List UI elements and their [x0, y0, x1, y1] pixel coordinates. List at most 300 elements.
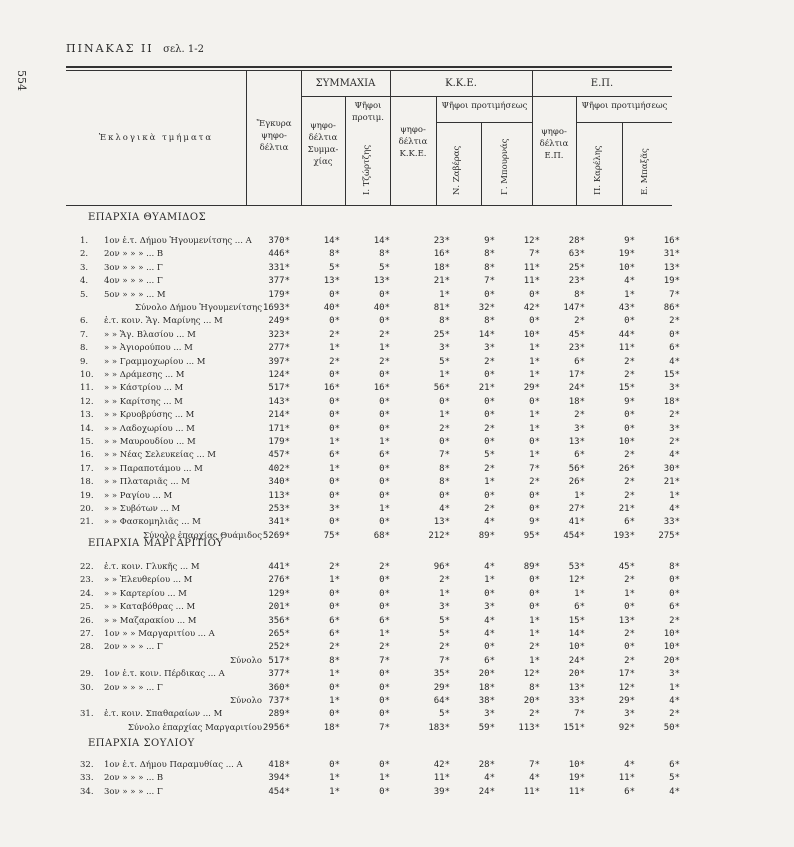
cell-value: 6* [379, 450, 390, 461]
cell-value: 9* [624, 236, 635, 246]
cell-value: 0* [329, 760, 340, 770]
cell-value: 2* [669, 437, 680, 447]
cell-value: 0* [379, 370, 390, 380]
cell-value: 0* [379, 316, 390, 327]
table-row [0, 589, 794, 603]
row-label: Σύνολο ἐπαρχίας Μαργαριτίου [127, 722, 262, 733]
cell-value: 10* [568, 642, 585, 653]
cell-value: 129* [268, 588, 290, 599]
cell-value: 40* [323, 303, 340, 313]
table-row [0, 357, 794, 371]
cell-value: 2* [574, 410, 585, 421]
cell-value: 31* [663, 249, 680, 260]
row-number: 20. [80, 504, 94, 514]
cell-value: 0* [484, 588, 495, 599]
cell-value: 1* [574, 490, 585, 501]
row-label: ἐ.τ. κοιν. Ἅγ. Μαρίνης ... Μ [104, 316, 223, 327]
cell-value: 0* [624, 602, 635, 613]
cell-value: 171* [268, 423, 290, 434]
cell-value: 2* [329, 642, 340, 653]
cell-value: 0* [484, 490, 495, 501]
cell-value: 454* [268, 786, 290, 797]
cell-value: 1* [574, 588, 585, 599]
cell-value: 28* [568, 236, 585, 246]
section-heading: ΕΠΑΡΧΙΑ ΜΑΡΓΑΡΙΤΙΟΥ [88, 538, 224, 549]
cell-value: 11* [523, 276, 540, 287]
cell-value: 12* [618, 682, 635, 693]
total-row [0, 696, 794, 710]
cell-value: 1693* [262, 303, 290, 313]
row-label: » » Καρτερίου ... Μ [104, 588, 187, 599]
cell-value: 0* [529, 588, 540, 599]
row-label: » » Καρίτσης ... Μ [104, 396, 183, 407]
cell-value: 0* [529, 396, 540, 407]
cell-value: 26* [618, 463, 635, 474]
cell-value: 1* [529, 370, 540, 380]
cell-value: 89* [478, 530, 495, 541]
cell-value: 3* [624, 709, 635, 720]
cell-value: 0* [379, 602, 390, 613]
cell-value: 0* [529, 504, 540, 514]
row-label: 1ον » » Μαργαριτίου ... Α [104, 629, 215, 639]
row-number: 28. [80, 642, 94, 653]
row-number: 2. [80, 249, 89, 260]
cell-value: 7* [529, 463, 540, 474]
table-row [0, 477, 794, 491]
cell-value: 25* [568, 262, 585, 273]
row-label: 3ον » » » ... Γ [104, 786, 163, 797]
cell-value: 7* [379, 722, 390, 733]
cell-value: 4* [484, 517, 495, 528]
table-row [0, 316, 794, 330]
cell-value: 1* [329, 786, 340, 797]
cell-value: 5269* [262, 530, 290, 541]
cell-value: 50* [663, 722, 680, 733]
row-number: 32. [80, 760, 94, 770]
cell-value: 394* [268, 773, 290, 784]
cell-value: 0* [529, 316, 540, 327]
cell-value: 10* [618, 262, 635, 273]
cell-value: 21* [433, 276, 450, 287]
cell-value: 0* [484, 289, 495, 300]
cell-value: 4* [624, 276, 635, 287]
cell-value: 44* [618, 329, 635, 340]
cell-value: 30* [663, 463, 680, 474]
cell-value: 4* [484, 629, 495, 639]
cell-value: 0* [529, 575, 540, 586]
table-title: ΠΙΝΑΚΑΣ II [66, 42, 154, 55]
cell-value: 13* [618, 615, 635, 626]
cell-value: 10* [568, 760, 585, 770]
cell-value: 1* [379, 629, 390, 639]
cell-value: 13* [568, 682, 585, 693]
row-number: 26. [80, 615, 94, 626]
cell-value: 0* [484, 396, 495, 407]
cell-value: 0* [379, 696, 390, 706]
cell-value: 75* [323, 530, 340, 541]
page-title [66, 42, 204, 55]
table-row [0, 437, 794, 451]
table-row [0, 760, 794, 774]
cell-value: 0* [379, 477, 390, 488]
cell-value: 147* [563, 303, 585, 313]
cell-value: 0* [379, 588, 390, 599]
cell-value: 29* [433, 682, 450, 693]
cell-value: 24* [568, 383, 585, 394]
row-label: ἐ.τ. κοιν. Γλυκῆς ... Μ [104, 562, 200, 572]
cell-value: 113* [518, 722, 540, 733]
cell-value: 1* [379, 437, 390, 447]
cell-value: 11* [568, 786, 585, 797]
cell-value: 9* [624, 396, 635, 407]
cell-value: 6* [669, 602, 680, 613]
cell-value: 1* [529, 629, 540, 639]
cell-value: 0* [329, 517, 340, 528]
cell-value: 18* [433, 262, 450, 273]
cell-value: 214* [268, 410, 290, 421]
cell-value: 2* [624, 477, 635, 488]
cell-value: 2* [484, 356, 495, 367]
cell-value: 21* [663, 477, 680, 488]
cell-value: 45* [568, 329, 585, 340]
cell-value: 0* [624, 642, 635, 653]
cell-value: 4* [624, 760, 635, 770]
cell-value: 0* [329, 477, 340, 488]
cell-value: 7* [484, 276, 495, 287]
cell-value: 253* [268, 504, 290, 514]
cell-value: 2* [439, 575, 450, 586]
table-row [0, 504, 794, 518]
row-number: 21. [80, 517, 94, 528]
cell-value: 2* [379, 642, 390, 653]
table-row [0, 236, 794, 250]
cell-value: 0* [329, 370, 340, 380]
cell-value: 11* [618, 773, 635, 784]
cell-value: 12* [523, 669, 540, 680]
cell-value: 1* [439, 370, 450, 380]
cell-value: 10* [523, 329, 540, 340]
cell-value: 23* [568, 343, 585, 354]
cell-value: 33* [663, 517, 680, 528]
cell-value: 0* [379, 490, 390, 501]
row-label: ἐ.τ. κοιν. Σπαθαραίων ... Μ [104, 709, 223, 720]
cell-value: 1* [329, 773, 340, 784]
table-row [0, 450, 794, 464]
cell-value: 1* [439, 289, 450, 300]
group-rule [301, 96, 672, 97]
row-label: 1ον ἐ.τ. κοιν. Πέρδικας ... Α [104, 669, 225, 680]
cell-value: 15* [618, 383, 635, 394]
cell-value: 441* [268, 562, 290, 572]
cell-value: 14* [478, 329, 495, 340]
cell-value: 2* [529, 709, 540, 720]
cell-value: 179* [268, 437, 290, 447]
cell-value: 2956* [262, 722, 290, 733]
row-number: 24. [80, 588, 94, 599]
cell-value: 20* [478, 669, 495, 680]
cell-value: 2* [484, 504, 495, 514]
cell-value: 3* [439, 343, 450, 354]
cell-value: 14* [373, 236, 390, 246]
cell-value: 6* [484, 655, 495, 666]
row-number: 22. [80, 562, 94, 572]
cell-value: 11* [433, 773, 450, 784]
cell-value: 1* [669, 490, 680, 501]
cell-value: 275* [658, 530, 680, 541]
row-number: 10. [80, 370, 94, 380]
cell-value: 2* [484, 423, 495, 434]
table-subtitle: σελ. 1-2 [163, 44, 204, 55]
col-divider [481, 122, 482, 205]
cell-value: 0* [484, 410, 495, 421]
row-number: 5. [80, 289, 89, 300]
cell-value: 2* [529, 477, 540, 488]
table-row [0, 669, 794, 683]
cell-value: 457* [268, 450, 290, 461]
row-number: 11. [80, 383, 94, 394]
top-double-rule [66, 66, 672, 68]
cell-value: 8* [574, 289, 585, 300]
row-label: » » Παραποτάμου ... Μ [104, 463, 203, 474]
row-number: 6. [80, 316, 89, 327]
table-row [0, 629, 794, 643]
cell-value: 16* [663, 236, 680, 246]
cell-value: 0* [379, 423, 390, 434]
cell-value: 8* [484, 316, 495, 327]
cell-value: 43* [618, 303, 635, 313]
cell-value: 2* [669, 410, 680, 421]
cell-value: 277* [268, 343, 290, 354]
cell-value: 0* [379, 575, 390, 586]
row-number: 3. [80, 262, 89, 273]
cell-value: 4* [484, 562, 495, 572]
cell-value: 56* [433, 383, 450, 394]
cell-value: 6* [329, 629, 340, 639]
symmaxia-ballots-header: ψηφο-δέλτια Συμμα-χίας [307, 121, 339, 167]
cell-value: 0* [484, 437, 495, 447]
cell-value: 86* [663, 303, 680, 313]
cell-value: 0* [379, 396, 390, 407]
cell-value: 3* [484, 602, 495, 613]
cell-value: 4* [669, 450, 680, 461]
table-row [0, 642, 794, 656]
row-label: » » Πλαταριᾶς ... Μ [104, 477, 190, 488]
pref-rule [576, 122, 672, 123]
cell-value: 0* [529, 289, 540, 300]
cell-value: 18* [568, 396, 585, 407]
cell-value: 8* [329, 655, 340, 666]
row-label: » » Καταβόθρας ... Μ [104, 602, 196, 613]
cell-value: 252* [268, 642, 290, 653]
cell-value: 1* [439, 410, 450, 421]
row-label: 1ον ἐ.τ. Δήμου Ἡγουμενίτσης ... Α [104, 236, 252, 246]
cell-value: 4* [669, 356, 680, 367]
col-divider [576, 96, 577, 205]
row-number: 16. [80, 450, 94, 461]
section-heading: ΕΠΑΡΧΙΑ ΘΥΑΜΙΔΟΣ [88, 212, 207, 223]
cell-value: 0* [624, 410, 635, 421]
cell-value: 0* [379, 682, 390, 693]
col-divider [622, 122, 623, 205]
cell-value: 42* [433, 760, 450, 770]
row-label: 4ον » » » ... Γ [104, 276, 163, 287]
cell-value: 11* [523, 786, 540, 797]
cell-value: 0* [379, 410, 390, 421]
cell-value: 446* [268, 249, 290, 260]
table-row [0, 491, 794, 505]
row-number: 30. [80, 682, 94, 693]
row-label: 2ον » » » ... Γ [104, 682, 163, 693]
ep-pref-header: Ψῆφοι προτιμήσεως [581, 101, 668, 111]
cell-value: 1* [379, 504, 390, 514]
cell-value: 21* [478, 383, 495, 394]
cell-value: 23* [568, 276, 585, 287]
row-label: » » Μαζαρακίου ... Μ [104, 615, 197, 626]
cell-value: 341* [268, 517, 290, 528]
row-number: 31. [80, 709, 94, 720]
cell-value: 0* [329, 316, 340, 327]
cell-value: 6* [379, 615, 390, 626]
symmaxia-header: ΣΥΜΜΑΧΙΑ [315, 78, 376, 89]
cell-value: 0* [439, 437, 450, 447]
cell-value: 38* [478, 696, 495, 706]
cell-value: 53* [568, 562, 585, 572]
cell-value: 23* [433, 236, 450, 246]
cell-value: 454* [563, 530, 585, 541]
kke-candidate-1-header: Ν. Ζαβέρας [452, 145, 462, 195]
cell-value: 4* [669, 696, 680, 706]
cell-value: 4* [484, 615, 495, 626]
table-row [0, 562, 794, 576]
cell-value: 0* [329, 490, 340, 501]
cell-value: 0* [439, 490, 450, 501]
cell-value: 35* [433, 669, 450, 680]
row-label: Σύνολο [230, 696, 262, 706]
row-label: » » Μαυρουδίου ... Μ [104, 437, 196, 447]
ep-candidate-1-header: Π. Καρέλης [593, 145, 603, 195]
cell-value: 2* [379, 356, 390, 367]
table-row [0, 370, 794, 384]
row-label: Σύνολο ἐπαρχίας Θυάμιδος [143, 530, 262, 541]
cell-value: 17* [618, 669, 635, 680]
row-number: 7. [80, 329, 89, 340]
row-label: » » Δράμεσης ... Μ [104, 370, 185, 380]
cell-value: 3* [484, 343, 495, 354]
cell-value: 737* [268, 696, 290, 706]
cell-value: 81* [433, 303, 450, 313]
table-row [0, 517, 794, 531]
cell-value: 0* [329, 396, 340, 407]
cell-value: 16* [323, 383, 340, 394]
cell-value: 12* [523, 236, 540, 246]
cell-value: 59* [478, 722, 495, 733]
cell-value: 41* [568, 517, 585, 528]
table-row [0, 290, 794, 304]
cell-value: 7* [574, 709, 585, 720]
row-number: 17. [80, 463, 94, 474]
cell-value: 6* [574, 602, 585, 613]
row-number: 1. [80, 236, 89, 246]
cell-value: 6* [624, 786, 635, 797]
cell-value: 1* [529, 410, 540, 421]
cell-value: 15* [663, 370, 680, 380]
kke-pref-header: Ψῆφοι προτιμήσεως [441, 101, 528, 111]
cell-value: 42* [523, 303, 540, 313]
cell-value: 1* [329, 696, 340, 706]
cell-value: 19* [618, 249, 635, 260]
cell-value: 3* [669, 423, 680, 434]
table-row [0, 787, 794, 801]
cell-value: 96* [433, 562, 450, 572]
col-divider [246, 70, 247, 205]
row-number: 15. [80, 437, 94, 447]
cell-value: 28* [478, 760, 495, 770]
cell-value: 2* [624, 356, 635, 367]
row-label: » » Κάστρίου ... Μ [104, 383, 184, 394]
row-label: 2ον » » » ... Β [104, 249, 164, 260]
total-row [0, 303, 794, 317]
cell-value: 402* [268, 463, 290, 474]
ep-ballots-header: ψηφο-δέλτια Ε.Π. [539, 127, 569, 161]
row-number: 8. [80, 343, 89, 354]
cell-value: 1* [484, 477, 495, 488]
row-number: 18. [80, 477, 94, 488]
cell-value: 18* [663, 396, 680, 407]
cell-value: 0* [379, 517, 390, 528]
row-number: 12. [80, 396, 94, 407]
cell-value: 19* [568, 773, 585, 784]
cell-value: 6* [574, 356, 585, 367]
cell-value: 8* [529, 682, 540, 693]
cell-value: 0* [484, 642, 495, 653]
cell-value: 8* [484, 249, 495, 260]
cell-value: 6* [329, 615, 340, 626]
cell-value: 0* [379, 709, 390, 720]
row-number: 34. [80, 786, 94, 797]
row-label: » » Κρυοβρύσης ... Μ [104, 410, 195, 421]
cell-value: 5* [439, 356, 450, 367]
cell-value: 8* [439, 463, 450, 474]
table-row [0, 575, 794, 589]
cell-value: 1* [669, 682, 680, 693]
cell-value: 179* [268, 289, 290, 300]
row-label: » » Ραγίου ... Μ [104, 490, 173, 501]
cell-value: 56* [568, 463, 585, 474]
cell-value: 11* [523, 262, 540, 273]
cell-value: 2* [624, 655, 635, 666]
cell-value: 9* [529, 517, 540, 528]
cell-value: 356* [268, 615, 290, 626]
row-number: 19. [80, 490, 94, 501]
cell-value: 1* [529, 423, 540, 434]
cell-value: 360* [268, 682, 290, 693]
cell-value: 124* [268, 370, 290, 380]
cell-value: 2* [669, 709, 680, 720]
row-label: 1ον ἐ.τ. Δήμου Παραμυθίας ... Α [104, 760, 243, 770]
cell-value: 33* [568, 696, 585, 706]
cell-value: 3* [574, 423, 585, 434]
cell-value: 20* [568, 669, 585, 680]
col-divider [436, 96, 437, 205]
cell-value: 340* [268, 477, 290, 488]
row-label: » » Γραμμοχωρίου ... Μ [104, 356, 206, 367]
cell-value: 14* [323, 236, 340, 246]
cell-value: 5* [439, 629, 450, 639]
cell-value: 5* [439, 615, 450, 626]
pref-rule [436, 122, 532, 123]
section-heading: ΕΠΑΡΧΙΑ ΣΟΥΛΙΟΥ [88, 738, 195, 749]
row-label: » » Νέας Σελευκείας ... Μ [104, 450, 216, 461]
